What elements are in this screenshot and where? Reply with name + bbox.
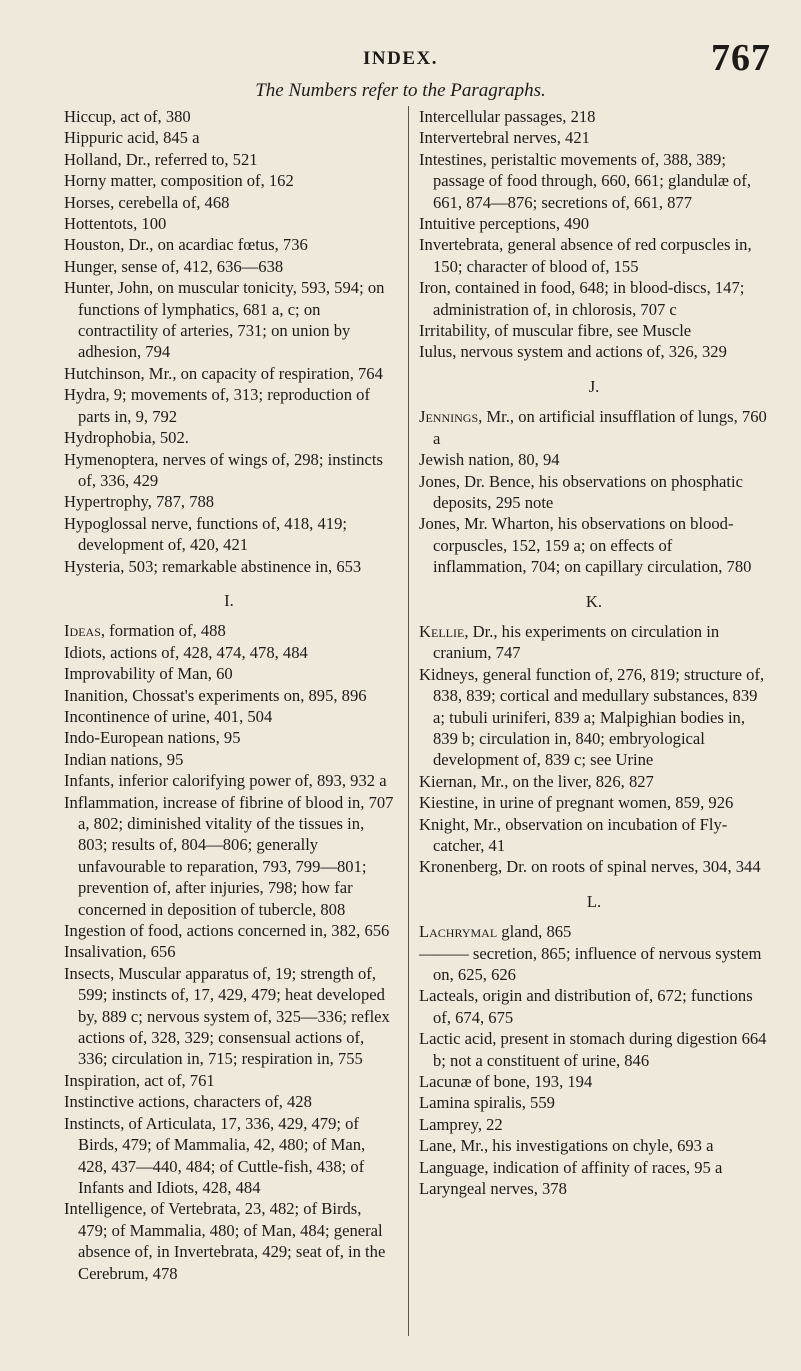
page-subtitle: The Numbers refer to the Paragraphs. <box>255 80 546 101</box>
entry-text: Instinctive actions, characters of, 428 <box>64 1092 312 1112</box>
entry-text: Holland, Dr., referred to, 521 <box>64 149 258 169</box>
index-entry <box>64 256 394 277</box>
entry-text: Hutchinson, Mr., on capacity of respiration, 764 <box>64 363 383 383</box>
index-entry <box>419 814 769 857</box>
index-entry <box>419 664 769 771</box>
index-entry <box>419 106 769 127</box>
index-entry <box>64 127 394 148</box>
entry-text: Hymenoptera, nerves of wings of, 298; instincts of, 336, 429 <box>64 449 383 490</box>
entry-text: Insalivation, 656 <box>64 942 176 962</box>
entry-text: Lacunæ of bone, 193, 194 <box>419 1072 593 1092</box>
entry-text: Iulus, nervous system and actions of, 326, 329 <box>419 342 727 362</box>
entry-text: Hysteria, 503; remarkable abstinence in, 653 <box>64 556 362 576</box>
index-entry <box>419 513 769 577</box>
running-head: INDEX. <box>363 48 438 69</box>
entry-lead-word: Jennings <box>419 407 479 427</box>
index-entry <box>419 1028 769 1071</box>
entry-lead-word: Ideas <box>64 621 101 641</box>
entry-text: , formation of, 488 <box>100 621 226 641</box>
entry-lead-word: Lachrymal <box>419 922 498 942</box>
index-entry <box>64 277 394 363</box>
index-entry <box>419 1135 769 1156</box>
entry-text: Hiccup, act of, 380 <box>64 107 191 126</box>
index-entry <box>64 234 394 255</box>
index-entry <box>419 406 769 449</box>
index-entry <box>419 856 769 877</box>
entry-text: Indo-European nations, 95 <box>64 728 241 748</box>
index-entry <box>64 941 394 962</box>
entry-text: Jones, Dr. Bence, his observations on phosphatic deposits, 295 note <box>419 471 743 512</box>
entry-text: Inanition, Chossat's experiments on, 895, 896 <box>64 685 367 705</box>
entry-text: Inspiration, act of, 761 <box>64 1070 215 1090</box>
entry-text: Hunter, John, on muscular tonicity, 593, 594; on functions of lymphatics, 681 a, c; on contractility of arteries, 731; on union by adhesion, 794 <box>64 278 385 362</box>
entry-text: Iron, contained in food, 648; in blood-discs, 147; administration of, in chlorosis, 707 c <box>419 278 745 319</box>
entry-text: Intelligence, of Vertebrata, 23, 482; of Birds, 479; of Mammalia, 480; of Man, 484; general absence of, in Invertebrata, 429; seat of, in the Cerebrum, 478 <box>64 1199 386 1283</box>
entry-text: Kiestine, in urine of pregnant women, 859, 926 <box>419 793 734 813</box>
index-entry <box>419 341 769 362</box>
index-entry <box>64 106 394 127</box>
entry-text: Intestines, peristaltic movements of, 388, 389; passage of food through, 660, 661; glandulæ of, 661, 874—876; secretions of, 661, 877 <box>419 149 752 212</box>
entry-text: Indian nations, 95 <box>64 749 184 769</box>
entry-text: Hypoglossal nerve, functions of, 418, 419; development of, 420, 421 <box>64 513 347 555</box>
index-entry <box>64 192 394 213</box>
index-entry <box>419 1114 769 1135</box>
entry-text: Jewish nation, 80, 94 <box>419 450 560 470</box>
index-entry <box>64 920 394 941</box>
index-entry <box>64 170 394 191</box>
index-entry <box>419 1092 769 1113</box>
index-entry <box>64 384 394 427</box>
index-entry <box>419 921 769 942</box>
entry-text: Kiernan, Mr., on the liver, 826, 827 <box>419 771 654 791</box>
index-entry <box>419 1157 769 1178</box>
index-entry <box>419 277 769 320</box>
entry-text: , Dr., his experiments on circulation in cranium, 747 <box>433 621 720 663</box>
index-entry <box>419 127 769 148</box>
entry-text: Horny matter, composition of, 162 <box>64 171 294 191</box>
index-entry <box>64 491 394 512</box>
entry-text: Intercellular passages, 218 <box>419 107 596 126</box>
index-entry <box>64 1198 394 1284</box>
index-entry <box>64 1091 394 1112</box>
entry-text: Insects, Muscular apparatus of, 19; strength of, 599; instincts of, 17, 429, 479; heat developed by, 889 c; nervous system of, 325—336; reflex actions of, 328, 329; consensual actions of, 336; circulation in, 715; respiration in, 755 <box>64 963 390 1069</box>
entry-text: Incontinence of urine, 401, 504 <box>64 706 273 726</box>
section-letter: L. <box>586 891 602 911</box>
entry-text: Houston, Dr., on acardiac fœtus, 736 <box>64 235 308 255</box>
entry-text: Lacteals, origin and distribution of, 672; functions of, 674, 675 <box>419 986 753 1027</box>
index-entry <box>64 1070 394 1091</box>
entry-text: Improvability of Man, 60 <box>64 664 233 684</box>
index-entry <box>64 792 394 920</box>
index-entry <box>64 749 394 770</box>
index-entry <box>419 471 769 514</box>
entry-text: Lane, Mr., his investigations on chyle, 693 a <box>419 1136 714 1156</box>
entry-text: Language, indication of affinity of races, 95 a <box>419 1157 723 1177</box>
index-entry <box>419 792 769 813</box>
entry-text: Irritability, of muscular fibre, see Muscle <box>419 321 692 341</box>
entry-text: Ingestion of food, actions concerned in, 382, 656 <box>64 921 390 941</box>
entry-text: Hydra, 9; movements of, 313; reproduction of parts in, 9, 792 <box>64 385 370 426</box>
entry-text: Kidneys, general function of, 276, 819; structure of, 838, 839; cortical and medullary substances, 839 a; tubuli uriniferi, 839 a; Malpighian bodies in, 839 b; circulation in, 840; embryological development of, 839 c; see Urine <box>419 664 765 770</box>
right-column <box>408 106 769 1336</box>
entry-text: Intervertebral nerves, 421 <box>419 128 590 148</box>
page-header <box>0 14 801 78</box>
entry-text: Jones, Mr. Wharton, his observations on blood-corpuscles, 152, 159 a; on effects of inflammation, 704; on capillary circulation, 780 <box>419 514 752 577</box>
index-entry <box>419 320 769 341</box>
index-entry <box>64 556 394 577</box>
index-entry <box>419 149 769 213</box>
index-entry <box>419 621 769 664</box>
index-entry <box>419 449 769 470</box>
page-number: 767 <box>711 37 771 79</box>
index-entry <box>419 1178 769 1199</box>
entry-text: Hippuric acid, 845 a <box>64 128 200 148</box>
index-entry <box>64 727 394 748</box>
section-letter: K. <box>585 591 603 611</box>
index-entry <box>64 363 394 384</box>
entry-text: Laryngeal nerves, 378 <box>419 1179 567 1199</box>
entry-text: Hydrophobia, 502. <box>64 428 189 448</box>
entry-text: Inflammation, increase of fibrine of blood in, 707 a, 802; diminished vitality of the tissues in, 803; results of, 804—806; generally unfavourable to reparation, 793, 799—801; prevention of, after injuries, 798; how far concerned in deposition of tubercle, 808 <box>64 792 394 919</box>
index-entry <box>419 1071 769 1092</box>
entry-text: Infants, inferior calorifying power of, 893, 932 a <box>64 771 387 791</box>
index-entry <box>64 706 394 727</box>
index-entry <box>64 427 394 448</box>
entry-text: Horses, cerebella of, 468 <box>64 192 230 212</box>
left-column <box>64 106 394 1284</box>
entry-text: Lamprey, 22 <box>419 1114 503 1134</box>
entry-text: Hypertrophy, 787, 788 <box>64 492 215 512</box>
index-entry <box>64 963 394 1070</box>
entry-text: Hunger, sense of, 412, 636—638 <box>64 256 284 276</box>
entry-text: Lactic acid, present in stomach during digestion 664 b; not a constituent of urine, 846 <box>419 1029 767 1070</box>
entry-lead-word: Kellie <box>419 621 465 641</box>
entry-text: ——— secretion, 865; influence of nervous system on, 625, 626 <box>419 943 762 985</box>
index-entry <box>64 149 394 170</box>
index-entry <box>419 771 769 792</box>
index-entry <box>64 513 394 556</box>
entry-text: Idiots, actions of, 428, 474, 478, 484 <box>64 642 308 662</box>
index-entry <box>64 449 394 492</box>
entry-text: Lamina spiralis, 559 <box>419 1093 555 1113</box>
index-entry <box>64 642 394 663</box>
section-letter: I. <box>224 590 234 610</box>
index-entry <box>64 213 394 234</box>
entry-text: Hottentots, 100 <box>64 214 167 234</box>
index-entry <box>64 685 394 706</box>
section-letter: J. <box>588 376 600 396</box>
entry-text: Intuitive perceptions, 490 <box>419 214 590 234</box>
entry-text: gland, 865 <box>497 922 572 942</box>
index-entry <box>419 234 769 277</box>
index-entry <box>419 985 769 1028</box>
index-entry <box>419 213 769 234</box>
index-entry <box>64 1113 394 1199</box>
entry-text: Kronenberg, Dr. on roots of spinal nerves, 304, 344 <box>419 857 761 877</box>
entry-text: , Mr., on artificial insufflation of lungs, 760 a <box>433 407 767 448</box>
entry-text: Instincts, of Articulata, 17, 336, 429, 479; of Birds, 479; of Mammalia, 42, 480; of Man, 428, 437—440, 484; of Cuttle-fish, 438; of Infants and Idiots, 428, 484 <box>64 1113 366 1197</box>
entry-text: Knight, Mr., observation on incubation of Fly-catcher, 41 <box>419 814 728 855</box>
index-entry <box>419 943 769 986</box>
index-entry <box>64 620 394 641</box>
entry-text: Invertebrata, general absence of red corpuscles in, 150; character of blood of, 155 <box>419 235 752 276</box>
index-entry <box>64 663 394 684</box>
index-entry <box>64 770 394 791</box>
